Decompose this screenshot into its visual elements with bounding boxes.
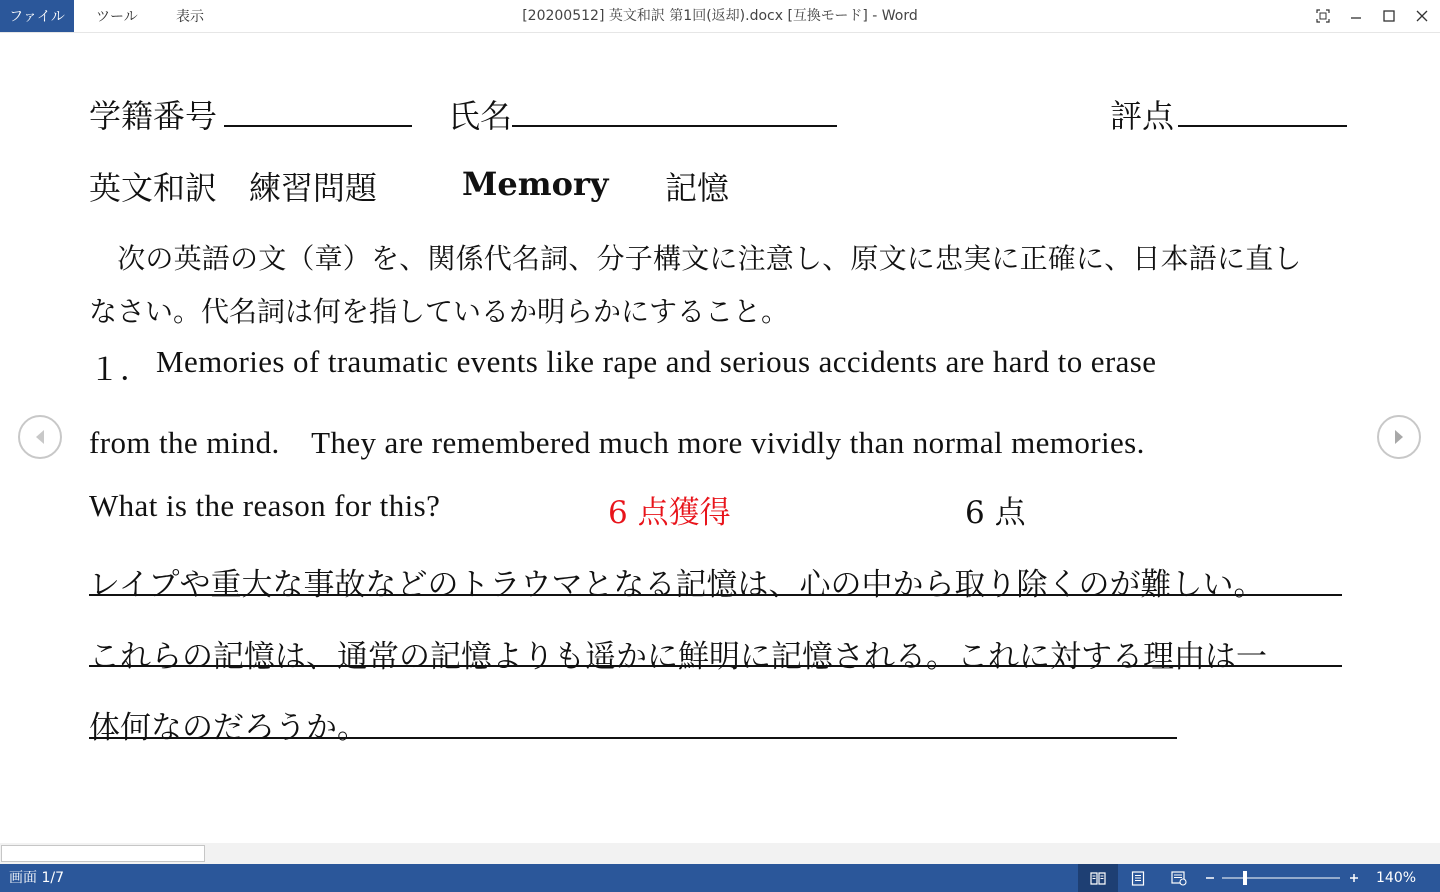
question-line-2: from the mind. They are remembered much more vividly than normal memories.	[89, 425, 1145, 460]
exercise-title: 英文和訳 練習問題	[89, 169, 378, 207]
answer-underline-2	[89, 665, 1342, 667]
chevron-left-icon	[33, 429, 47, 445]
answer-line-3: 体何なのだろうか。	[89, 710, 368, 746]
answer-line-2: これらの記憶は、通常の記憶よりも遥かに鮮明に記憶される。これに対する理由は一	[89, 639, 1267, 675]
plus-icon	[1349, 873, 1359, 883]
zoom-slider[interactable]	[1222, 864, 1340, 892]
score-label: 評点	[1110, 97, 1175, 135]
answer-underline-3	[89, 737, 1177, 739]
topic-japanese: 記憶	[665, 169, 730, 207]
instructions-line-1: 次の英語の文（章）を、関係代名詞、分子構文に注意し、原文に忠実に正確に、日本語に直し	[89, 242, 1302, 275]
answer-underline-1	[89, 594, 1342, 596]
status-bar	[0, 864, 1440, 892]
page-indicator: 画面 1/7	[9, 870, 64, 886]
print-layout-button[interactable]	[1118, 864, 1158, 892]
document-page	[0, 33, 1440, 843]
read-mode-icon	[1090, 871, 1106, 885]
close-button[interactable]	[1406, 0, 1438, 32]
minimize-button[interactable]	[1340, 0, 1372, 32]
zoom-level[interactable]: 140%	[1376, 870, 1417, 886]
web-layout-button[interactable]	[1159, 864, 1199, 892]
question-line-3: What is the reason for this?	[89, 488, 441, 523]
maximize-icon	[1383, 10, 1395, 22]
zoom-out-button[interactable]	[1196, 864, 1224, 892]
name-field[interactable]	[512, 125, 837, 127]
read-mode-button[interactable]	[1078, 864, 1118, 892]
web-layout-icon	[1171, 871, 1187, 886]
close-icon	[1416, 10, 1428, 22]
tools-menu[interactable]: ツール	[96, 9, 138, 25]
topic-english: Memory	[462, 165, 609, 203]
question-points: 6 点	[965, 495, 1026, 531]
next-screen-button[interactable]	[1377, 415, 1421, 459]
print-layout-icon	[1131, 871, 1145, 886]
student-id-label: 学籍番号	[89, 97, 218, 135]
chevron-right-icon	[1392, 429, 1406, 445]
zoom-slider-thumb[interactable]	[1243, 871, 1247, 885]
view-menu[interactable]: 表示	[176, 9, 204, 25]
full-screen-button[interactable]	[1307, 0, 1339, 32]
window-title: [20200512] 英文和訳 第1回(返却).docx [互換モード] - Word	[522, 8, 918, 24]
question-line-1: Memories of traumatic events like rape and serious accidents are hard to erase	[156, 344, 1157, 379]
student-id-field[interactable]	[224, 125, 412, 127]
title-bar	[0, 0, 1440, 33]
instructions-line-2: なさい。代名詞は何を指しているか明らかにすること。	[89, 295, 790, 328]
minus-icon	[1205, 873, 1215, 883]
horizontal-scrollbar[interactable]	[0, 843, 1440, 864]
full-screen-icon	[1316, 9, 1330, 23]
awarded-points: 6 点獲得	[608, 495, 731, 531]
name-label: 氏名	[448, 97, 513, 135]
maximize-button[interactable]	[1373, 0, 1405, 32]
question-number: １．	[89, 352, 151, 388]
answer-line-1: レイプや重大な事故などのトラウマとなる記憶は、心の中から取り除くのが難しい。	[89, 567, 1265, 603]
file-menu[interactable]: ファイル	[0, 0, 74, 32]
previous-screen-button[interactable]	[18, 415, 62, 459]
horizontal-scroll-thumb[interactable]	[1, 845, 205, 862]
minimize-icon	[1350, 10, 1362, 22]
zoom-in-button[interactable]	[1340, 864, 1368, 892]
score-field[interactable]	[1178, 125, 1347, 127]
